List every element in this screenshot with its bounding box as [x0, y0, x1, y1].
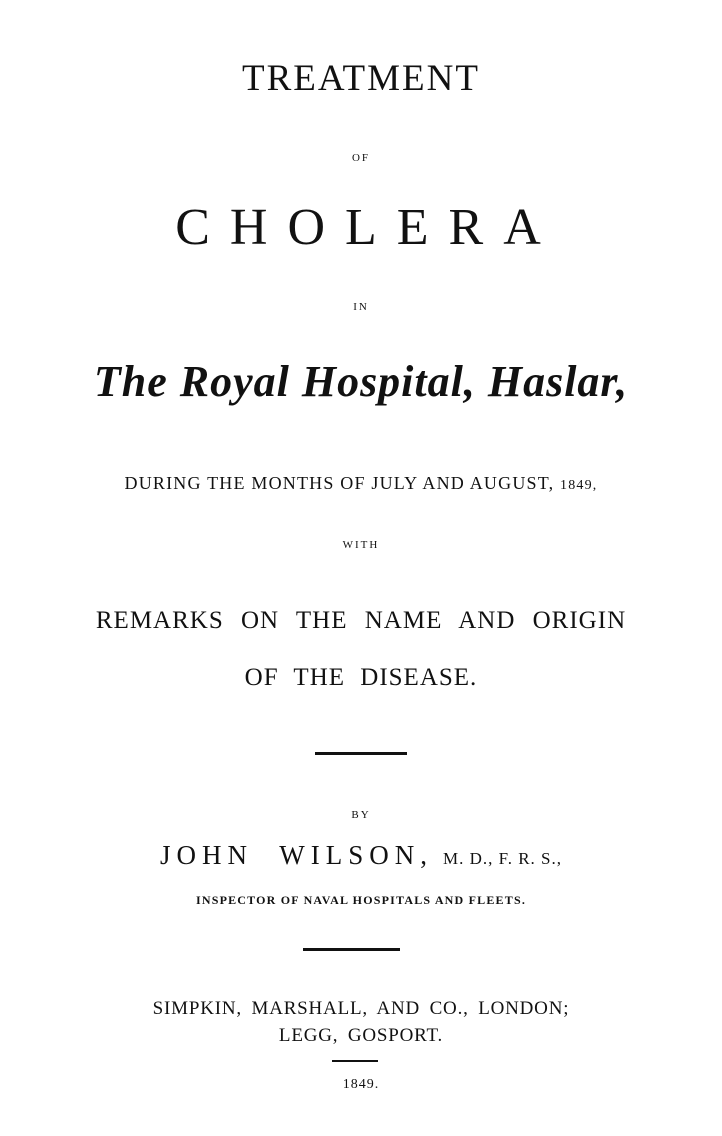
publisher-local-line: LEGG, GOSPORT. — [278, 1025, 444, 1046]
connector-of: OF — [351, 152, 371, 164]
period-year: 1849, — [560, 478, 598, 493]
institution-name: The Royal Hospital, Haslar, — [93, 357, 629, 406]
author-degrees: M. D., F. R. S., — [442, 849, 563, 868]
remarks-continuation: OF THE DISEASE. — [244, 664, 478, 691]
divider-rule — [315, 752, 407, 755]
connector-by: BY — [351, 809, 371, 821]
connector-with: WITH — [342, 539, 380, 551]
period-line — [0, 474, 722, 493]
author-name: JOHN WILSON, — [159, 840, 433, 870]
connector-in: IN — [353, 301, 369, 313]
divider-rule — [303, 948, 400, 951]
author-line — [0, 842, 722, 869]
book-title: TREATMENT — [242, 58, 480, 99]
publication-year: 1849. — [342, 1077, 380, 1092]
remarks-line: REMARKS ON THE NAME AND ORIGIN — [95, 607, 627, 634]
divider-rule-short — [332, 1060, 378, 1062]
publisher-line: SIMPKIN, MARSHALL, AND CO., LONDON; — [152, 998, 570, 1019]
period-text: DURING THE MONTHS OF JULY AND AUGUST, — [124, 473, 555, 493]
author-title: INSPECTOR OF NAVAL HOSPITALS AND FLEETS. — [195, 893, 527, 907]
book-subject: CHOLERA — [175, 199, 561, 256]
